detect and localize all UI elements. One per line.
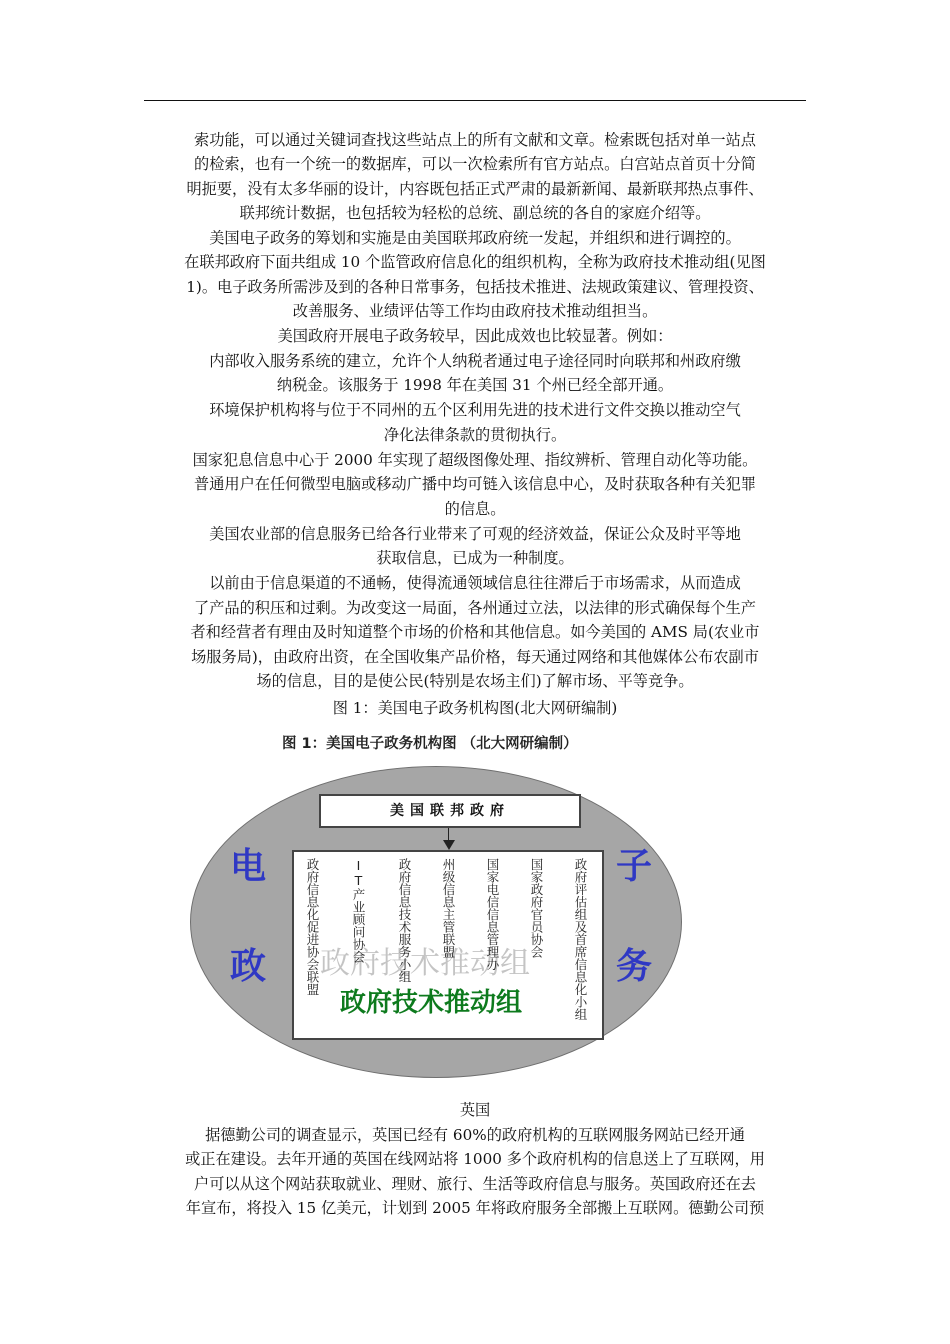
text-line: 据德勤公司的调查显示，英国已经有 60%的政府机构的互联网服务网站已经开通 — [205, 1126, 745, 1144]
text-line: 场的信息，目的是使公民(特别是农场主们)了解市场、平等竞争。 — [256, 672, 694, 690]
section-heading: 英国 — [459, 1101, 491, 1119]
text-line: 普通用户在任何微型电脑或移动广播中均可链入该信息中心，及时获取各种有关犯罪 — [194, 475, 756, 493]
group-label: 政府技术推动组 — [340, 988, 523, 1018]
text-line: 年宣布，将投入 15 亿美元，计划到 2005 年将政府服务全部搬上互联网。德勤公司预 — [185, 1199, 765, 1217]
text-line: 国家犯息信息中心于 2000 年实现了超级图像处理、指纹辨析、管理自动化等功能。 — [192, 451, 758, 469]
header-rule — [144, 100, 806, 101]
text-line: 户可以从这个网站获取就业、理财、旅行、生活等政府信息与服务。英国政府还在去 — [194, 1175, 756, 1193]
org-column: 国家政府官员协会 — [529, 858, 544, 958]
text-line: 纳税金。该服务于 1998 年在美国 31 个州已经全部开通。 — [276, 376, 674, 394]
text-line: 获取信息，已成为一种制度。 — [376, 549, 574, 567]
org-column: 政府信息化促进协会联盟 — [305, 858, 320, 996]
arrow-down-icon — [443, 840, 455, 850]
side-char-zi: 子 — [616, 846, 653, 887]
text-line: 在联邦政府下面共组成 10 个监管政府信息化的组织机构，全称为政府技术推动组(见图 — [184, 253, 766, 271]
side-char-zheng: 政 — [230, 946, 267, 987]
text-line: 净化法律条款的贯彻执行。 — [383, 426, 567, 444]
text-line: 以前由于信息渠道的不通畅，使得流通领域信息往往滞后于市场需求，从而造成 — [209, 574, 741, 592]
text-line: 美国农业部的信息服务已给各行业带来了可观的经济效益，保证公众及时平等地 — [209, 525, 741, 543]
org-column: 州级信息主管联盟 — [441, 858, 456, 958]
text-line: 1)。电子政务所需涉及到的各种日常事务，包括技术推进、法规政策建议、管理投资、 — [186, 278, 764, 296]
org-column: 政府信息技术服务小组 — [397, 858, 412, 983]
tech-group-box — [292, 850, 604, 1040]
org-column: 国家电信信息管理办 — [485, 858, 500, 971]
side-char-dian: 电 — [230, 846, 267, 887]
text-line: 索功能，可以通过关键词查找这些站点上的所有文献和文章。检索既包括对单一站点 — [194, 131, 756, 149]
text-line: 的信息。 — [444, 500, 506, 518]
figure-title: 图 1：美国电子政务机构图 （北大网研编制） — [282, 736, 578, 752]
group-watermark: 政府技术推动组 — [320, 946, 530, 981]
text-line: 环境保护机构将与位于不同州的五个区利用先进的技术进行文件交换以推动空气 — [209, 401, 741, 419]
side-char-wu: 务 — [616, 946, 653, 987]
text-line: 内部收入服务系统的建立，允许个人纳税者通过电子途径同时向联邦和州政府缴 — [209, 352, 741, 370]
federal-government-box: 美国联邦政府 — [319, 794, 581, 828]
org-chart-figure — [186, 762, 684, 1080]
text-line: 场服务局)，由政府出资，在全国收集产品价格，每天通过网络和其他媒体公布农副市 — [191, 648, 759, 666]
text-line: 联邦统计数据，也包括较为轻松的总统、副总统的各自的家庭介绍等。 — [239, 204, 711, 222]
org-column: IT产业顾问协会 — [351, 858, 366, 963]
text-line: 或正在建设。去年开通的英国在线网站将 1000 多个政府机构的信息送上了互联网，用 — [185, 1150, 765, 1168]
text-line: 了产品的积压和过剩。为改变这一局面，各州通过立法，以法律的形式确保每个生产 — [194, 599, 756, 617]
text-line: 美国电子政务的筹划和实施是由美国联邦政府统一发起，并组织和进行调控的。 — [209, 229, 741, 247]
text-line: 明扼要，没有太多华丽的设计，内容既包括正式严肃的最新新闻、最新联邦热点事件、 — [186, 180, 764, 198]
figure-caption: 图 1：美国电子政务机构图(北大网研编制) — [332, 699, 618, 717]
text-line: 美国政府开展电子政务较早，因此成效也比较显著。例如： — [277, 327, 673, 345]
text-line: 者和经营者有理由及时知道整个市场的价格和其他信息。如今美国的 AMS 局(农业市 — [190, 623, 760, 641]
org-column: 政府评估组及首席信息化小组 — [573, 858, 588, 1021]
text-line: 改善服务、业绩评估等工作均由政府技术推动组担当。 — [292, 302, 658, 320]
text-line: 的检索，也有一个统一的数据库，可以一次检索所有官方站点。白宫站点首页十分简 — [194, 155, 756, 173]
